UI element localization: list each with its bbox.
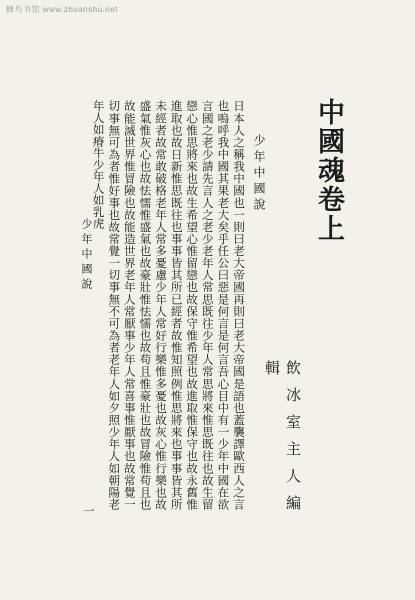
book-page (58, 78, 362, 528)
chapter-title: 少年中國說 (252, 134, 266, 214)
book-title: 中國魂卷上 (313, 98, 344, 243)
page-number: 一 (82, 505, 95, 516)
body-text: 日本人之稱我中國也一則曰老大帝國再則曰老大帝國是語也蓋襲譯歐西人之言也嗚呼我中國其果老大矣乎任公曰惡是何言是何言吾心目中有一少年中國在欲言國之老少請先言人之老少老年人常思既往少年人常思將來惟思既往也故生留戀心惟思將來也故生希望心惟留戀也故保守惟希望也故進取惟保守也故永舊惟進取也故日新惟思既往也事事皆其所已經者故惟知照例惟思將來也事事皆其所未經者故常敢破格老年人常多憂慮少年人常好行樂惟多憂也故灰心惟行樂也故盛氣惟灰心也故怯懦惟盛氣也故豪壯惟怯懦也故苟且惟豪壯也故冒險惟苟且也故能滅世界惟冒險也故能造世界老年人常厭事少年人常喜事惟厭事也故常覺一切事無可為者惟好事也故常覺一切事無不可為者老年人如夕照少年人如朝陽老年人如瘠牛少年人如乳虎 (91, 100, 246, 510)
margin-title: 少年中國說 (80, 218, 93, 293)
watermark-text: 蜂鸟书馆 www.zhuanshu.net (6, 5, 118, 14)
author-credit: 飲冰室主人編輯 (263, 360, 302, 522)
